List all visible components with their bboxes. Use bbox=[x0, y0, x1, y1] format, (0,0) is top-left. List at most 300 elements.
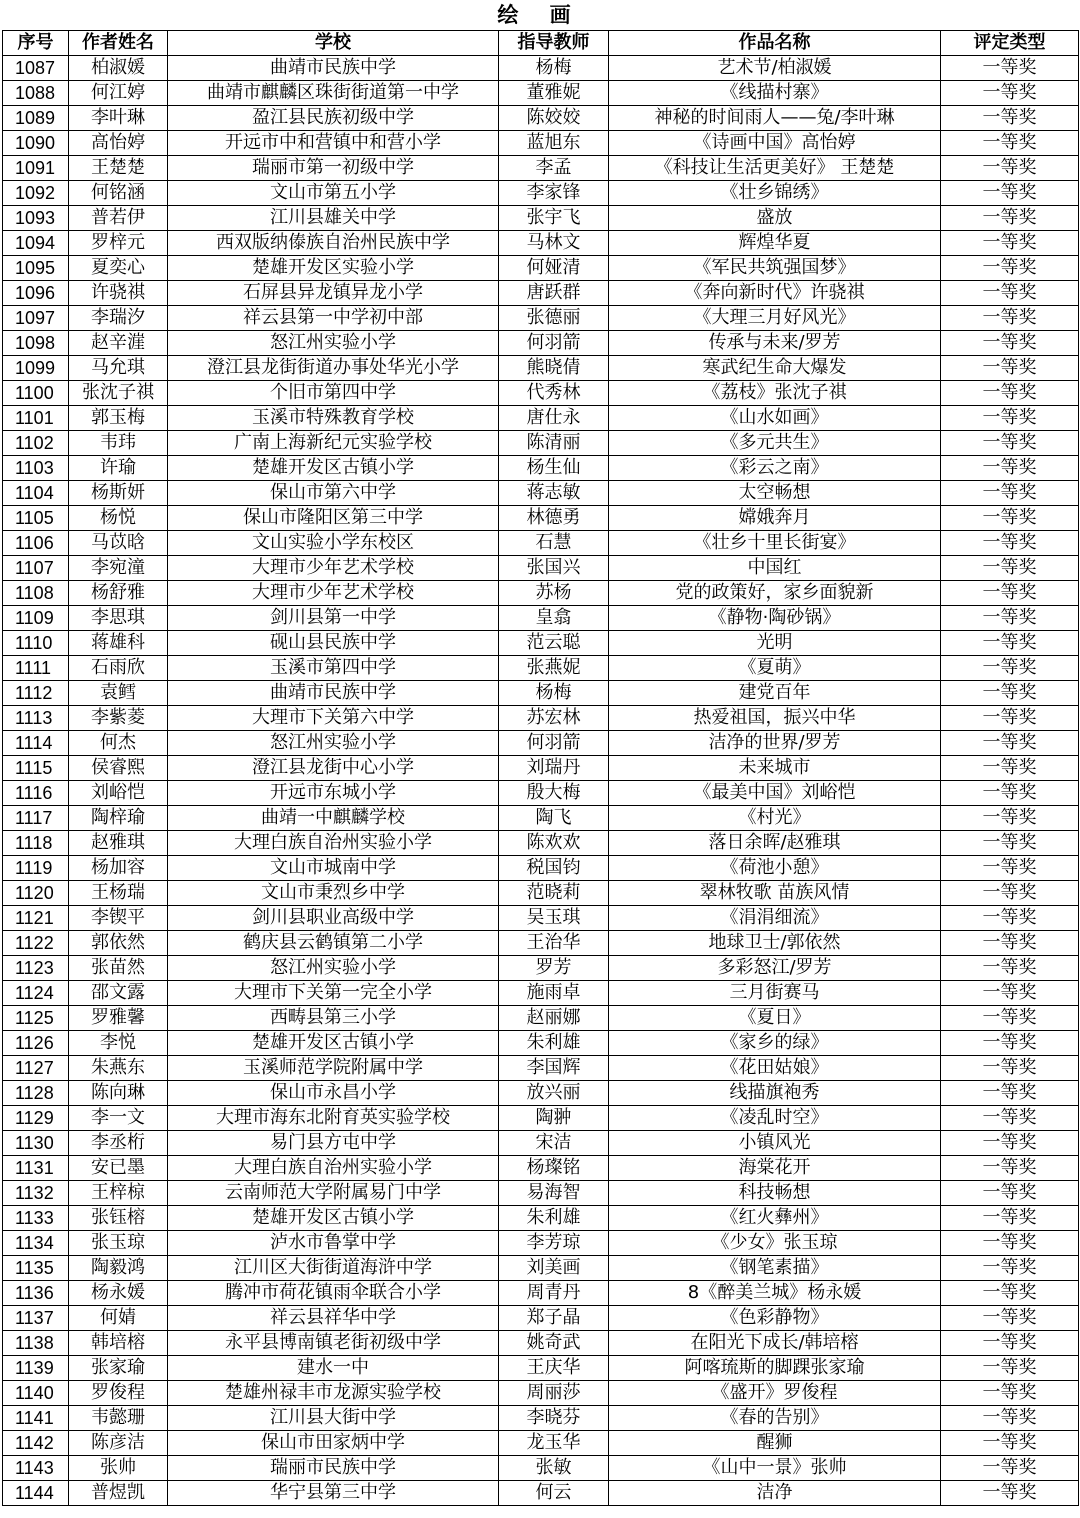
cell-work-title: 《凌乱时空》 bbox=[609, 1106, 941, 1131]
cell-school: 保山市田家炳中学 bbox=[168, 1431, 499, 1456]
cell-index: 1132 bbox=[3, 1181, 69, 1206]
cell-school: 江川县雄关中学 bbox=[168, 206, 499, 231]
cell-school: 文山实验小学东校区 bbox=[168, 531, 499, 556]
award-table bbox=[2, 30, 1079, 1506]
table-row bbox=[3, 81, 1079, 106]
table-row bbox=[3, 506, 1079, 531]
cell-award-type: 一等奖 bbox=[941, 631, 1079, 656]
cell-award-type: 一等奖 bbox=[941, 831, 1079, 856]
cell-index: 1099 bbox=[3, 356, 69, 381]
cell-award-type: 一等奖 bbox=[941, 681, 1079, 706]
cell-teacher: 王庆华 bbox=[499, 1356, 609, 1381]
cell-index: 1101 bbox=[3, 406, 69, 431]
cell-teacher: 李晓芬 bbox=[499, 1406, 609, 1431]
table-row bbox=[3, 56, 1079, 81]
cell-author: 张沈子祺 bbox=[69, 381, 168, 406]
cell-award-type: 一等奖 bbox=[941, 931, 1079, 956]
table-row bbox=[3, 1131, 1079, 1156]
cell-index: 1123 bbox=[3, 956, 69, 981]
cell-work-title: 《山水如画》 bbox=[609, 406, 941, 431]
table-row bbox=[3, 731, 1079, 756]
cell-author: 李叶琳 bbox=[69, 106, 168, 131]
cell-teacher: 陈姣姣 bbox=[499, 106, 609, 131]
cell-work-title: 在阳光下成长/韩培榕 bbox=[609, 1331, 941, 1356]
cell-school: 华宁县第三中学 bbox=[168, 1481, 499, 1506]
table-row bbox=[3, 931, 1079, 956]
cell-work-title: 《村光》 bbox=[609, 806, 941, 831]
cell-award-type: 一等奖 bbox=[941, 656, 1079, 681]
cell-school: 大理市下关第一完全小学 bbox=[168, 981, 499, 1006]
cell-author: 王梓椋 bbox=[69, 1181, 168, 1206]
cell-index: 1091 bbox=[3, 156, 69, 181]
cell-work-title: 《静物·陶砂锅》 bbox=[609, 606, 941, 631]
cell-index: 1133 bbox=[3, 1206, 69, 1231]
cell-index: 1140 bbox=[3, 1381, 69, 1406]
cell-award-type: 一等奖 bbox=[941, 1106, 1079, 1131]
cell-teacher: 范晓莉 bbox=[499, 881, 609, 906]
cell-work-title: 嫦娥奔月 bbox=[609, 506, 941, 531]
cell-work-title: 《钢笔素描》 bbox=[609, 1256, 941, 1281]
cell-author: 张钰榕 bbox=[69, 1206, 168, 1231]
cell-teacher: 周丽莎 bbox=[499, 1381, 609, 1406]
cell-teacher: 刘美画 bbox=[499, 1256, 609, 1281]
cell-school: 祥云县祥华中学 bbox=[168, 1306, 499, 1331]
cell-index: 1116 bbox=[3, 781, 69, 806]
cell-school: 开远市中和营镇中和营小学 bbox=[168, 131, 499, 156]
cell-teacher: 皇翕 bbox=[499, 606, 609, 631]
cell-school: 玉溪师范学院附属中学 bbox=[168, 1056, 499, 1081]
cell-school: 瑞丽市民族中学 bbox=[168, 1456, 499, 1481]
cell-school: 祥云县第一中学初中部 bbox=[168, 306, 499, 331]
cell-author: 张家瑜 bbox=[69, 1356, 168, 1381]
cell-author: 何江婷 bbox=[69, 81, 168, 106]
cell-school: 云南师范大学附属易门中学 bbox=[168, 1181, 499, 1206]
cell-award-type: 一等奖 bbox=[941, 56, 1079, 81]
cell-school: 曲靖市麒麟区珠街街道第一中学 bbox=[168, 81, 499, 106]
cell-author: 邵文露 bbox=[69, 981, 168, 1006]
cell-teacher: 吴玉琪 bbox=[499, 906, 609, 931]
cell-index: 1103 bbox=[3, 456, 69, 481]
cell-author: 袁鳕 bbox=[69, 681, 168, 706]
cell-school: 玉溪市第四中学 bbox=[168, 656, 499, 681]
cell-index: 1135 bbox=[3, 1256, 69, 1281]
cell-school: 保山市永昌小学 bbox=[168, 1081, 499, 1106]
cell-index: 1138 bbox=[3, 1331, 69, 1356]
cell-author: 石雨欣 bbox=[69, 656, 168, 681]
col-header-author: 作者姓名 bbox=[69, 31, 168, 56]
table-row bbox=[3, 781, 1079, 806]
cell-author: 何杰 bbox=[69, 731, 168, 756]
cell-work-title: 《最美中国》刘峪恺 bbox=[609, 781, 941, 806]
cell-work-title: 寒武纪生命大爆发 bbox=[609, 356, 941, 381]
cell-teacher: 何娅清 bbox=[499, 256, 609, 281]
cell-teacher: 熊晓倩 bbox=[499, 356, 609, 381]
table-row bbox=[3, 1356, 1079, 1381]
cell-teacher: 范云聪 bbox=[499, 631, 609, 656]
cell-work-title: 传承与未来/罗芳 bbox=[609, 331, 941, 356]
cell-index: 1124 bbox=[3, 981, 69, 1006]
cell-work-title: 《科技让生活更美好》 王楚楚 bbox=[609, 156, 941, 181]
cell-award-type: 一等奖 bbox=[941, 506, 1079, 531]
cell-teacher: 何羽箭 bbox=[499, 731, 609, 756]
cell-index: 1100 bbox=[3, 381, 69, 406]
col-header-school: 学校 bbox=[168, 31, 499, 56]
table-row bbox=[3, 556, 1079, 581]
cell-index: 1107 bbox=[3, 556, 69, 581]
cell-award-type: 一等奖 bbox=[941, 106, 1079, 131]
cell-school: 保山市隆阳区第三中学 bbox=[168, 506, 499, 531]
cell-teacher: 唐跃群 bbox=[499, 281, 609, 306]
cell-author: 杨加容 bbox=[69, 856, 168, 881]
cell-index: 1129 bbox=[3, 1106, 69, 1131]
cell-school: 剑川县职业高级中学 bbox=[168, 906, 499, 931]
cell-index: 1109 bbox=[3, 606, 69, 631]
cell-index: 1136 bbox=[3, 1281, 69, 1306]
cell-author: 刘峪恺 bbox=[69, 781, 168, 806]
cell-award-type: 一等奖 bbox=[941, 131, 1079, 156]
cell-teacher: 杨梅 bbox=[499, 56, 609, 81]
cell-work-title: 多彩怒江/罗芳 bbox=[609, 956, 941, 981]
table-row bbox=[3, 1056, 1079, 1081]
cell-index: 1144 bbox=[3, 1481, 69, 1506]
table-row bbox=[3, 1306, 1079, 1331]
cell-award-type: 一等奖 bbox=[941, 281, 1079, 306]
table-row bbox=[3, 356, 1079, 381]
table-row bbox=[3, 1006, 1079, 1031]
cell-work-title: 落日余晖/赵雅琪 bbox=[609, 831, 941, 856]
cell-work-title: 热爱祖国，振兴中华 bbox=[609, 706, 941, 731]
cell-award-type: 一等奖 bbox=[941, 1306, 1079, 1331]
cell-award-type: 一等奖 bbox=[941, 406, 1079, 431]
cell-author: 普煜凯 bbox=[69, 1481, 168, 1506]
cell-index: 1122 bbox=[3, 931, 69, 956]
table-row bbox=[3, 306, 1079, 331]
cell-school: 泸水市鲁掌中学 bbox=[168, 1231, 499, 1256]
cell-work-title: 光明 bbox=[609, 631, 941, 656]
cell-index: 1096 bbox=[3, 281, 69, 306]
cell-award-type: 一等奖 bbox=[941, 781, 1079, 806]
cell-index: 1089 bbox=[3, 106, 69, 131]
cell-award-type: 一等奖 bbox=[941, 1006, 1079, 1031]
cell-teacher: 代秀林 bbox=[499, 381, 609, 406]
cell-school: 瑞丽市第一初级中学 bbox=[168, 156, 499, 181]
cell-award-type: 一等奖 bbox=[941, 1181, 1079, 1206]
table-row bbox=[3, 881, 1079, 906]
cell-author: 普若伊 bbox=[69, 206, 168, 231]
table-row bbox=[3, 131, 1079, 156]
cell-school: 大理白族自治州实验小学 bbox=[168, 1156, 499, 1181]
cell-work-title: 《壮乡十里长街宴》 bbox=[609, 531, 941, 556]
cell-teacher: 陶翀 bbox=[499, 1106, 609, 1131]
cell-school: 曲靖一中麒麟学校 bbox=[168, 806, 499, 831]
table-row bbox=[3, 1181, 1079, 1206]
cell-author: 李丞桁 bbox=[69, 1131, 168, 1156]
table-row bbox=[3, 681, 1079, 706]
cell-teacher: 王治华 bbox=[499, 931, 609, 956]
table-row bbox=[3, 106, 1079, 131]
table-row bbox=[3, 1456, 1079, 1481]
col-header-index: 序号 bbox=[3, 31, 69, 56]
cell-author: 马允琪 bbox=[69, 356, 168, 381]
cell-teacher: 周青丹 bbox=[499, 1281, 609, 1306]
cell-teacher: 税国钧 bbox=[499, 856, 609, 881]
cell-work-title: 《彩云之南》 bbox=[609, 456, 941, 481]
cell-author: 张玉琼 bbox=[69, 1231, 168, 1256]
cell-work-title: 神秘的时间雨人——兔/李叶琳 bbox=[609, 106, 941, 131]
cell-index: 1126 bbox=[3, 1031, 69, 1056]
cell-work-title: 《涓涓细流》 bbox=[609, 906, 941, 931]
table-row bbox=[3, 431, 1079, 456]
cell-author: 李悦 bbox=[69, 1031, 168, 1056]
cell-author: 杨舒雅 bbox=[69, 581, 168, 606]
cell-index: 1108 bbox=[3, 581, 69, 606]
cell-author: 郭玉梅 bbox=[69, 406, 168, 431]
cell-index: 1117 bbox=[3, 806, 69, 831]
page-title: 绘 画 bbox=[497, 3, 583, 27]
cell-work-title: 建党百年 bbox=[609, 681, 941, 706]
cell-work-title: 《线描村寨》 bbox=[609, 81, 941, 106]
cell-author: 王杨瑞 bbox=[69, 881, 168, 906]
cell-school: 曲靖市民族中学 bbox=[168, 56, 499, 81]
table-row bbox=[3, 1106, 1079, 1131]
cell-award-type: 一等奖 bbox=[941, 1331, 1079, 1356]
cell-award-type: 一等奖 bbox=[941, 1381, 1079, 1406]
cell-teacher: 杨璨铭 bbox=[499, 1156, 609, 1181]
cell-award-type: 一等奖 bbox=[941, 81, 1079, 106]
cell-teacher: 殷大梅 bbox=[499, 781, 609, 806]
cell-school: 剑川县第一中学 bbox=[168, 606, 499, 631]
table-row bbox=[3, 831, 1079, 856]
table-row bbox=[3, 406, 1079, 431]
cell-work-title: 太空畅想 bbox=[609, 481, 941, 506]
cell-author: 张帅 bbox=[69, 1456, 168, 1481]
cell-work-title: 科技畅想 bbox=[609, 1181, 941, 1206]
table-row bbox=[3, 756, 1079, 781]
cell-teacher: 何羽箭 bbox=[499, 331, 609, 356]
cell-teacher: 朱利雄 bbox=[499, 1206, 609, 1231]
cell-award-type: 一等奖 bbox=[941, 1081, 1079, 1106]
cell-author: 王楚楚 bbox=[69, 156, 168, 181]
cell-index: 1113 bbox=[3, 706, 69, 731]
cell-award-type: 一等奖 bbox=[941, 1456, 1079, 1481]
cell-author: 李思琪 bbox=[69, 606, 168, 631]
cell-teacher: 李国辉 bbox=[499, 1056, 609, 1081]
cell-author: 许骁祺 bbox=[69, 281, 168, 306]
cell-index: 1127 bbox=[3, 1056, 69, 1081]
cell-teacher: 何云 bbox=[499, 1481, 609, 1506]
cell-index: 1114 bbox=[3, 731, 69, 756]
cell-index: 1125 bbox=[3, 1006, 69, 1031]
table-row bbox=[3, 331, 1079, 356]
cell-school: 大理市少年艺术学校 bbox=[168, 556, 499, 581]
cell-award-type: 一等奖 bbox=[941, 1431, 1079, 1456]
table-row bbox=[3, 1481, 1079, 1506]
cell-award-type: 一等奖 bbox=[941, 556, 1079, 581]
cell-work-title: 《家乡的绿》 bbox=[609, 1031, 941, 1056]
cell-teacher: 李家锋 bbox=[499, 181, 609, 206]
cell-school: 保山市第六中学 bbox=[168, 481, 499, 506]
cell-author: 李一文 bbox=[69, 1106, 168, 1131]
cell-author: 张苗然 bbox=[69, 956, 168, 981]
cell-teacher: 朱利雄 bbox=[499, 1031, 609, 1056]
cell-school: 砚山县民族中学 bbox=[168, 631, 499, 656]
cell-index: 1102 bbox=[3, 431, 69, 456]
cell-school: 永平县博南镇老街初级中学 bbox=[168, 1331, 499, 1356]
cell-award-type: 一等奖 bbox=[941, 1406, 1079, 1431]
cell-school: 易门县方屯中学 bbox=[168, 1131, 499, 1156]
cell-school: 江川区大街街道海浒中学 bbox=[168, 1256, 499, 1281]
cell-author: 赵雅琪 bbox=[69, 831, 168, 856]
cell-school: 鹤庆县云鹤镇第二小学 bbox=[168, 931, 499, 956]
col-header-work-title: 作品名称 bbox=[609, 31, 941, 56]
table-row bbox=[3, 181, 1079, 206]
cell-school: 玉溪市特殊教育学校 bbox=[168, 406, 499, 431]
table-row bbox=[3, 206, 1079, 231]
cell-award-type: 一等奖 bbox=[941, 956, 1079, 981]
cell-work-title: 《多元共生》 bbox=[609, 431, 941, 456]
cell-work-title: 《军民共筑强国梦》 bbox=[609, 256, 941, 281]
cell-work-title: 《荷池小憩》 bbox=[609, 856, 941, 881]
cell-school: 文山市城南中学 bbox=[168, 856, 499, 881]
table-row bbox=[3, 856, 1079, 881]
cell-teacher: 苏杨 bbox=[499, 581, 609, 606]
table-row bbox=[3, 1231, 1079, 1256]
table-row bbox=[3, 1256, 1079, 1281]
cell-author: 陈向琳 bbox=[69, 1081, 168, 1106]
cell-school: 澄江县龙街中心小学 bbox=[168, 756, 499, 781]
cell-work-title: 《花田姑娘》 bbox=[609, 1056, 941, 1081]
cell-author: 陶梓瑜 bbox=[69, 806, 168, 831]
cell-teacher: 蓝旭东 bbox=[499, 131, 609, 156]
cell-author: 李锲平 bbox=[69, 906, 168, 931]
cell-teacher: 郑子晶 bbox=[499, 1306, 609, 1331]
cell-school: 建水一中 bbox=[168, 1356, 499, 1381]
cell-author: 安已墨 bbox=[69, 1156, 168, 1181]
cell-index: 1128 bbox=[3, 1081, 69, 1106]
cell-school: 怒江州实验小学 bbox=[168, 331, 499, 356]
cell-author: 许瑜 bbox=[69, 456, 168, 481]
cell-work-title: 线描旗袍秀 bbox=[609, 1081, 941, 1106]
cell-award-type: 一等奖 bbox=[941, 531, 1079, 556]
cell-index: 1093 bbox=[3, 206, 69, 231]
cell-teacher: 林德勇 bbox=[499, 506, 609, 531]
cell-author: 高怡婷 bbox=[69, 131, 168, 156]
cell-award-type: 一等奖 bbox=[941, 1031, 1079, 1056]
cell-teacher: 施雨卓 bbox=[499, 981, 609, 1006]
cell-school: 石屏县异龙镇异龙小学 bbox=[168, 281, 499, 306]
cell-school: 澄江县龙街街道办事处华光小学 bbox=[168, 356, 499, 381]
table-row bbox=[3, 231, 1079, 256]
cell-award-type: 一等奖 bbox=[941, 1281, 1079, 1306]
cell-award-type: 一等奖 bbox=[941, 306, 1079, 331]
cell-author: 李宛潼 bbox=[69, 556, 168, 581]
cell-author: 韩培榕 bbox=[69, 1331, 168, 1356]
cell-index: 1094 bbox=[3, 231, 69, 256]
cell-award-type: 一等奖 bbox=[941, 731, 1079, 756]
cell-index: 1098 bbox=[3, 331, 69, 356]
cell-teacher: 姚奇武 bbox=[499, 1331, 609, 1356]
cell-school: 大理市海东北附育英实验学校 bbox=[168, 1106, 499, 1131]
cell-school: 西畴县第三小学 bbox=[168, 1006, 499, 1031]
table-row bbox=[3, 631, 1079, 656]
table-row bbox=[3, 706, 1079, 731]
cell-work-title: 《山中一景》张帅 bbox=[609, 1456, 941, 1481]
cell-school: 大理市少年艺术学校 bbox=[168, 581, 499, 606]
cell-author: 郭依然 bbox=[69, 931, 168, 956]
cell-teacher: 刘瑞丹 bbox=[499, 756, 609, 781]
cell-author: 罗俊程 bbox=[69, 1381, 168, 1406]
cell-award-type: 一等奖 bbox=[941, 1256, 1079, 1281]
cell-author: 马苡晗 bbox=[69, 531, 168, 556]
cell-award-type: 一等奖 bbox=[941, 981, 1079, 1006]
cell-school: 楚雄开发区古镇小学 bbox=[168, 1031, 499, 1056]
cell-teacher: 张德丽 bbox=[499, 306, 609, 331]
cell-award-type: 一等奖 bbox=[941, 331, 1079, 356]
cell-award-type: 一等奖 bbox=[941, 1131, 1079, 1156]
cell-school: 曲靖市民族中学 bbox=[168, 681, 499, 706]
cell-teacher: 石慧 bbox=[499, 531, 609, 556]
cell-author: 韦玮 bbox=[69, 431, 168, 456]
cell-school: 腾冲市荷花镇雨伞联合小学 bbox=[168, 1281, 499, 1306]
cell-author: 杨永媛 bbox=[69, 1281, 168, 1306]
cell-work-title: 洁净 bbox=[609, 1481, 941, 1506]
cell-author: 罗雅馨 bbox=[69, 1006, 168, 1031]
cell-school: 广南上海新纪元实验学校 bbox=[168, 431, 499, 456]
cell-school: 大理市下关第六中学 bbox=[168, 706, 499, 731]
cell-award-type: 一等奖 bbox=[941, 1056, 1079, 1081]
cell-author: 赵辛漄 bbox=[69, 331, 168, 356]
cell-school: 楚雄开发区古镇小学 bbox=[168, 1206, 499, 1231]
cell-school: 楚雄开发区实验小学 bbox=[168, 256, 499, 281]
cell-teacher: 张敏 bbox=[499, 1456, 609, 1481]
cell-teacher: 易海智 bbox=[499, 1181, 609, 1206]
cell-index: 1115 bbox=[3, 756, 69, 781]
table-row bbox=[3, 1331, 1079, 1356]
cell-award-type: 一等奖 bbox=[941, 156, 1079, 181]
cell-school: 楚雄州禄丰市龙源实验学校 bbox=[168, 1381, 499, 1406]
cell-index: 1105 bbox=[3, 506, 69, 531]
cell-author: 李瑞汐 bbox=[69, 306, 168, 331]
cell-author: 杨斯妍 bbox=[69, 481, 168, 506]
cell-teacher: 张国兴 bbox=[499, 556, 609, 581]
cell-index: 1137 bbox=[3, 1306, 69, 1331]
cell-school: 怒江州实验小学 bbox=[168, 956, 499, 981]
cell-work-title: 《红火彝州》 bbox=[609, 1206, 941, 1231]
cell-author: 杨悦 bbox=[69, 506, 168, 531]
cell-author: 何婧 bbox=[69, 1306, 168, 1331]
table-row bbox=[3, 806, 1079, 831]
cell-teacher: 杨梅 bbox=[499, 681, 609, 706]
cell-teacher: 张燕妮 bbox=[499, 656, 609, 681]
cell-index: 1097 bbox=[3, 306, 69, 331]
cell-index: 1111 bbox=[3, 656, 69, 681]
cell-index: 1104 bbox=[3, 481, 69, 506]
cell-index: 1143 bbox=[3, 1456, 69, 1481]
cell-award-type: 一等奖 bbox=[941, 181, 1079, 206]
cell-index: 1119 bbox=[3, 856, 69, 881]
table-row bbox=[3, 1281, 1079, 1306]
cell-author: 何铭涵 bbox=[69, 181, 168, 206]
table-row bbox=[3, 531, 1079, 556]
cell-award-type: 一等奖 bbox=[941, 256, 1079, 281]
cell-school: 盈江县民族初级中学 bbox=[168, 106, 499, 131]
cell-award-type: 一等奖 bbox=[941, 881, 1079, 906]
cell-author: 柏淑媛 bbox=[69, 56, 168, 81]
cell-teacher: 陈清丽 bbox=[499, 431, 609, 456]
cell-work-title: 醒狮 bbox=[609, 1431, 941, 1456]
cell-teacher: 陶飞 bbox=[499, 806, 609, 831]
table-header-row bbox=[3, 31, 1079, 56]
